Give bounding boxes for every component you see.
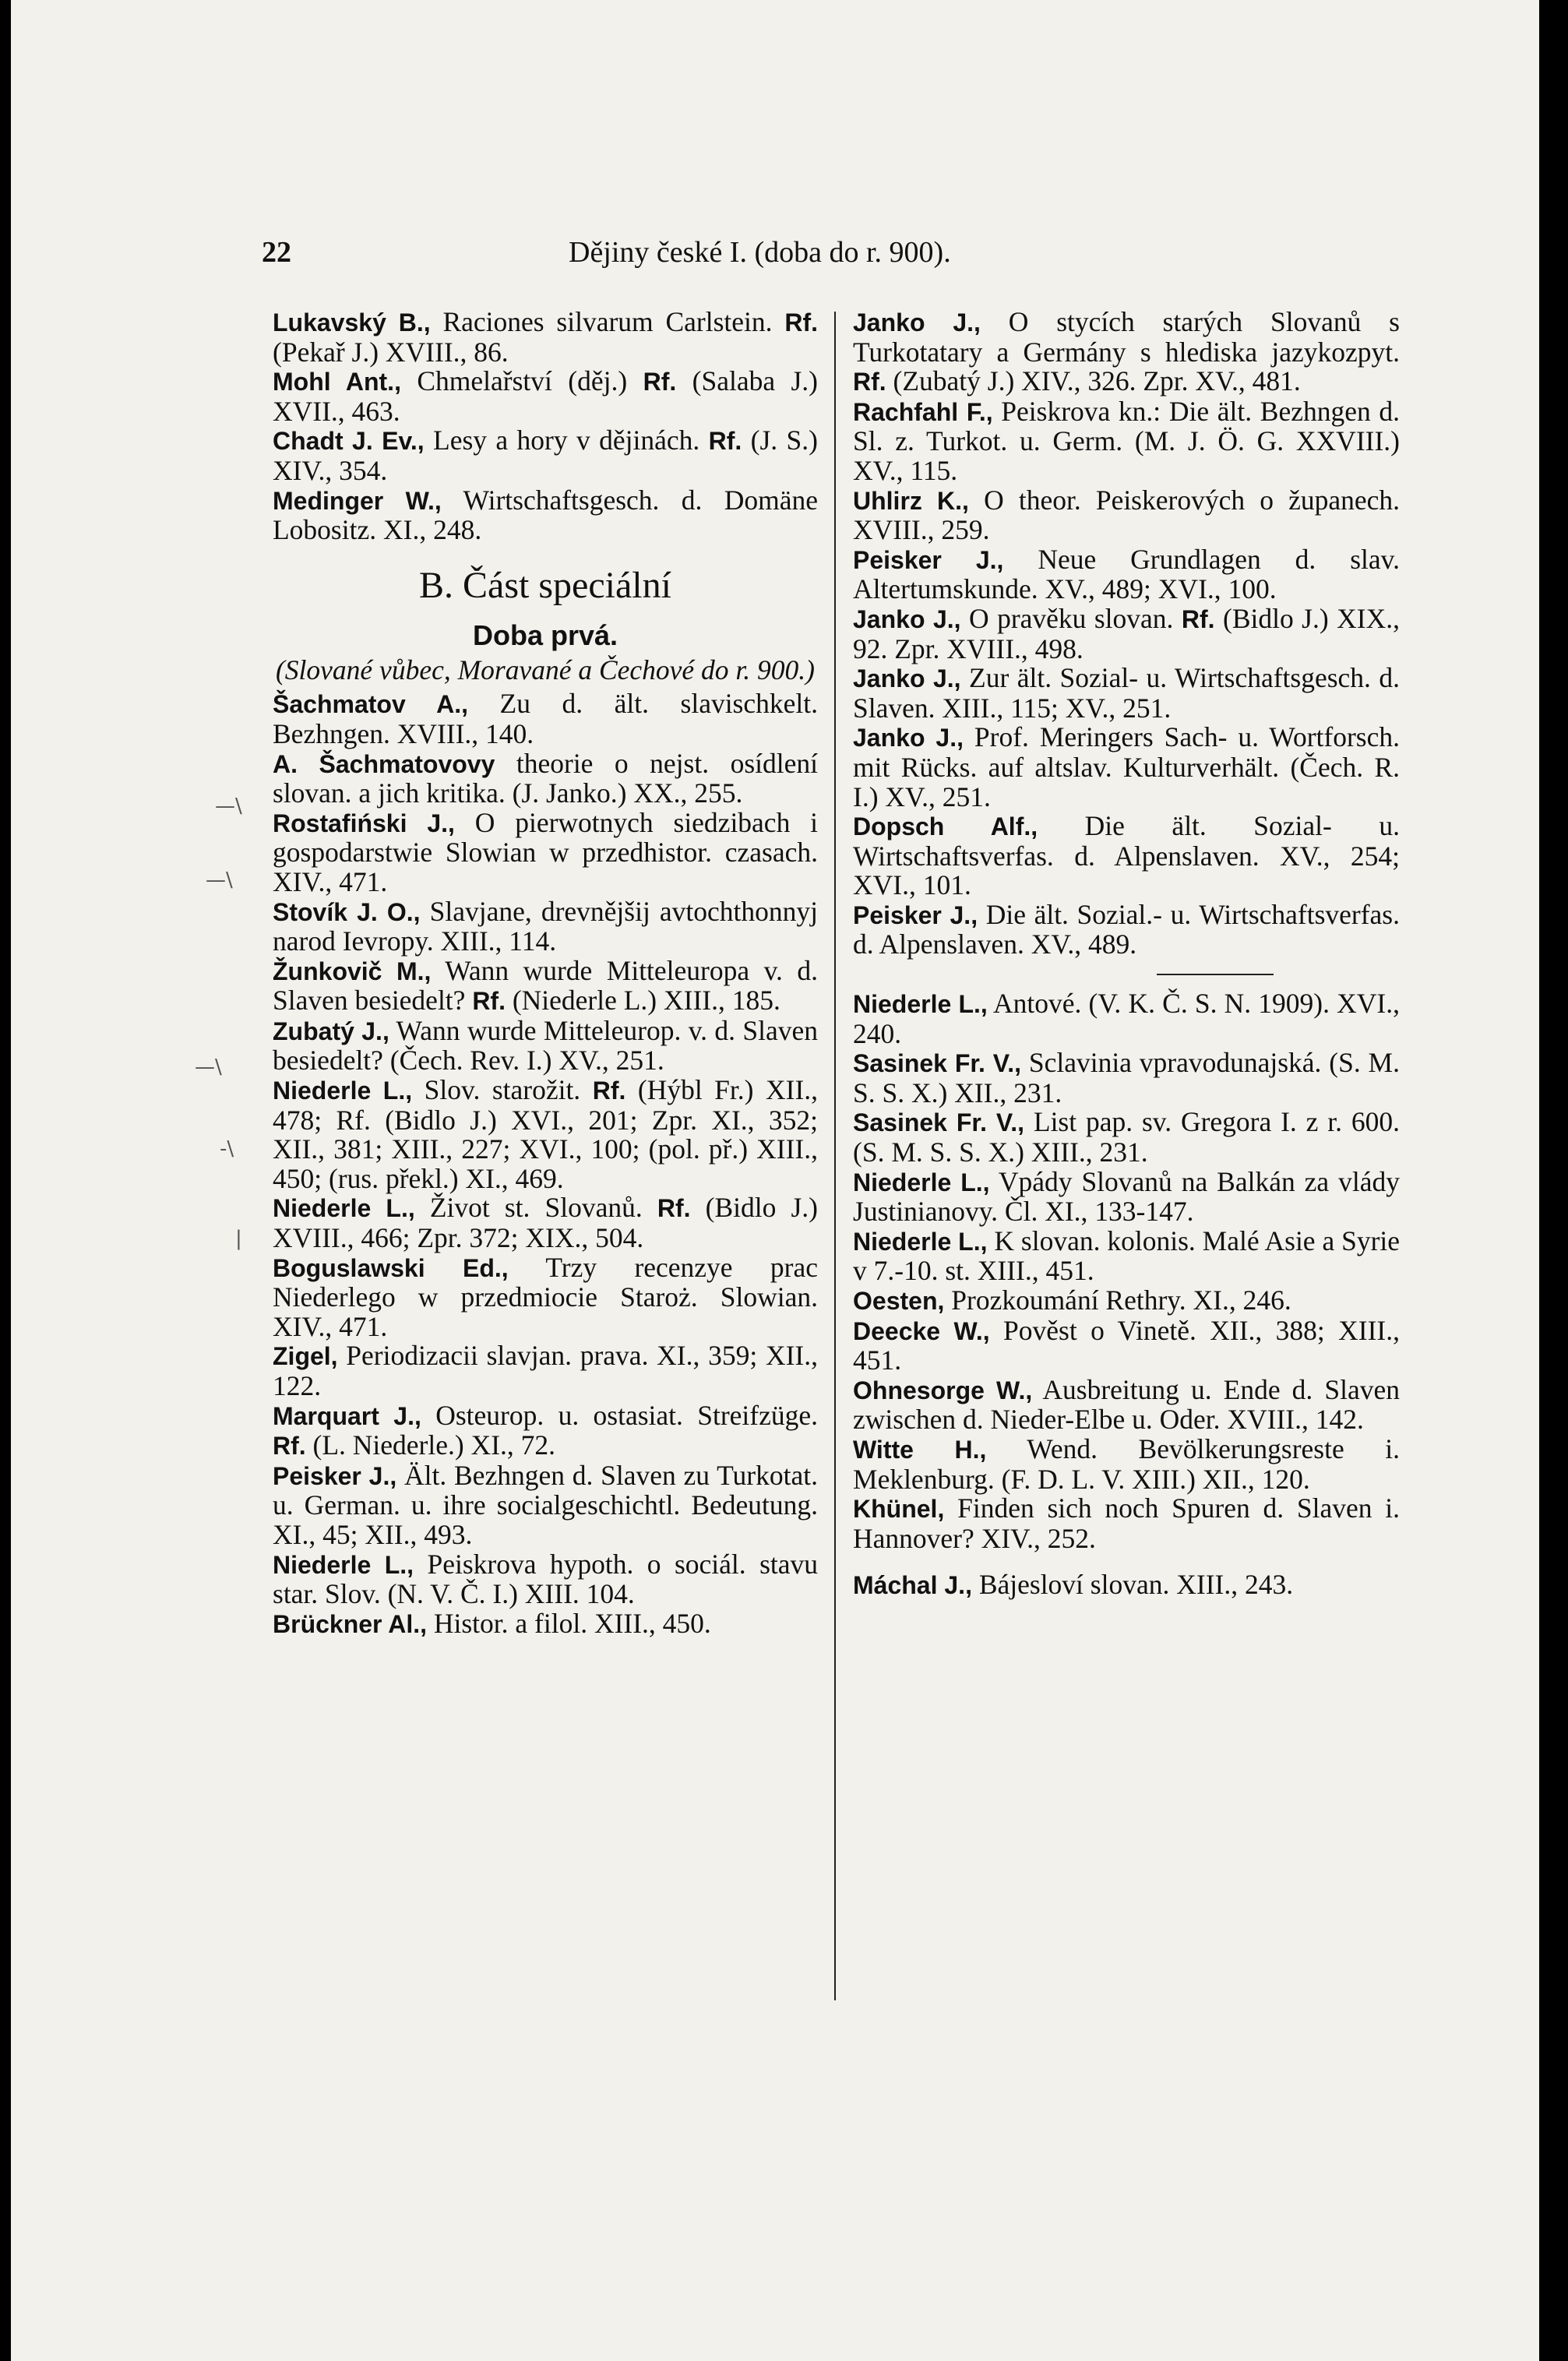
entry-author: Peisker J., — [853, 900, 978, 929]
entry-author: Niederle L., — [853, 1227, 988, 1256]
entry-text: Antové. (V. K. Č. S. N. 1909). XVI., 240. — [853, 988, 1401, 1049]
entry-author: Zubatý J., — [273, 1017, 389, 1045]
bibliography-entry — [853, 604, 1400, 664]
bibliography-entry — [853, 1494, 1400, 1553]
entry-text: Bájesloví slovan. XIII., 243. — [971, 1569, 1294, 1601]
bibliography-entry — [273, 897, 818, 957]
entry-text: Chmelařství (děj.) — [400, 365, 643, 397]
entry-text: Wann wurde Mitteleurop. v. d. Slaven besiedelt? (Čech. Rev. I.) XV., 251. — [273, 1014, 818, 1077]
entry-review-mark: Rf. — [472, 987, 506, 1016]
entry-text: Wend. Bevölkerungsreste i. Meklenburg. (F. D. L. V. XIII.) XII., 120. — [853, 1432, 1400, 1495]
bibliography-entry — [853, 723, 1400, 812]
scan-edge — [1539, 0, 1568, 2361]
left-column — [273, 308, 818, 1639]
bibliography-entry — [853, 1165, 1400, 1228]
entry-tail: (Bidlo J.) XIX., 92. Zpr. XVIII., 498. — [853, 602, 1400, 664]
entry-text: Die ält. Sozial.- u. Wirtschaftsverfas. d. Alpenslaven. XV., 489. — [853, 898, 1401, 960]
entry-tail: (Hýbl Fr.) XII., 478; Rf. (Bidlo J.) XVI., 201; Zpr. XI., 352; XII., 381; XIII., 227; XVI., 100; (pol. př.) XIII., 450; (rus. překl.) XI., 469. — [273, 1074, 819, 1194]
bibliography-entry — [273, 1461, 818, 1550]
bibliography-entry — [853, 1048, 1400, 1108]
entry-text: Neue Grundlagen d. slav. Altertumskunde. XV., 489; XVI., 100. — [853, 543, 1400, 605]
entry-text: Wann wurde Mitteleuropa v. d. Slaven besiedelt? — [273, 954, 818, 1017]
entry-review-mark: Rf. — [708, 427, 742, 456]
bibliography-entry — [273, 1550, 818, 1609]
entry-author: Niederle L., — [273, 1194, 415, 1223]
entry-author: Peisker J., — [853, 545, 1004, 574]
entry-text: Finden sich noch Spuren d. Slaven i. Hannover? XIV., 252. — [853, 1492, 1400, 1554]
entry-author: Šachmatov A., — [273, 690, 468, 719]
entry-text: O theor. Peiskerových o županech. XVIII., 259. — [853, 484, 1400, 546]
bibliography-entry — [853, 989, 1400, 1048]
entry-text: Ält. Bezhngen d. Slaven zu Turkotat. u. German. u. ihre socialgeschichtl. Bedeutung. XI., 45; XII., 493. — [273, 1459, 818, 1550]
bibliography-entry — [273, 954, 818, 1017]
entry-text: Slov. starožit. — [412, 1074, 593, 1106]
entry-text: Osteurop. u. ostasiat. Streifzüge. — [421, 1399, 819, 1431]
bibliography-entry — [273, 1341, 818, 1401]
bibliography-entry — [273, 367, 818, 426]
entry-text: Peiskrova kn.: Die ält. Bezhngen d. Sl. z. Turkot. u. Germ. (M. J. Ö. G. XXVIII.) XV., 115. — [853, 395, 1401, 486]
entry-author: Rachfahl F., — [853, 397, 993, 426]
entry-review-mark: Rf. — [643, 368, 677, 396]
entry-author: Peisker J., — [273, 1461, 397, 1490]
entry-text: Histor. a filol. XIII., 450. — [426, 1607, 711, 1639]
entry-text: Die ält. Sozial- u. Wirtschaftsverfas. d. Alpenslaven. XV., 254; XVI., 101. — [853, 810, 1401, 901]
bibliography-entry — [853, 1373, 1401, 1436]
entry-author: Niederle L., — [273, 1550, 414, 1579]
entry-text: Raciones silvarum Carlstein. — [430, 306, 785, 337]
entry-author: A. Šachmatovovy — [273, 749, 495, 778]
bibliography-entry — [273, 1076, 818, 1193]
bibliography-entry — [853, 1108, 1400, 1167]
entry-author: Rostafiński J., — [273, 809, 455, 837]
entry-tail: (Pekař J.) XVIII., 86. — [273, 336, 509, 368]
entry-tail: (Salaba J.) XVII., 463. — [273, 365, 819, 427]
entry-author: Janko J., — [853, 308, 981, 337]
entry-text: Zu d. ält. slavischkelt. Bezhngen. XVIII., 140. — [273, 688, 818, 749]
entry-author: Lukavský B., — [273, 308, 431, 337]
entry-author: Sasinek Fr. V., — [853, 1108, 1025, 1137]
running-title: Dějiny české I. (doba do r. 900). — [569, 236, 951, 269]
entry-author: Janko J., — [853, 604, 961, 633]
entry-author: Oesten, — [853, 1287, 945, 1315]
bibliography-entry — [273, 1193, 818, 1253]
right-column — [853, 308, 1400, 1601]
bibliography-entry — [273, 806, 819, 897]
entry-text: Wirtschaftsgesch. d. Domäne Lobositz. XI., 248. — [273, 484, 818, 546]
entry-review-mark: Rf. — [273, 1432, 306, 1461]
bibliography-entry — [853, 664, 1400, 723]
bibliography-entry — [273, 1401, 818, 1461]
page-number: 22 — [262, 236, 291, 269]
spacer — [853, 1553, 1400, 1570]
section-heading: B. Část speciální — [419, 564, 671, 606]
entry-review-mark: Rf. — [784, 308, 819, 337]
entry-text: Pověst o Vinetě. XII., 388; XIII., 451. — [853, 1314, 1400, 1376]
entry-text: O pravěku slovan. — [960, 602, 1182, 634]
entry-text: Lesy a hory v dějinách. — [424, 425, 709, 456]
entry-text: Ausbreitung u. Ende d. Slaven zwischen d. Nieder-Elbe u. Oder. XVIII., 142. — [853, 1373, 1401, 1436]
bibliography-entry — [273, 1014, 818, 1077]
bibliography-entry — [853, 545, 1400, 604]
entry-author: Chadt J. Ev., — [273, 427, 425, 456]
entry-review-mark: Rf. — [853, 368, 886, 396]
entry-text: List pap. sv. Gregora I. z r. 600. (S. M. S. S. X.) XIII., 231. — [853, 1106, 1400, 1168]
entry-author: Deecke W., — [853, 1316, 990, 1345]
bibliography-entry — [853, 1316, 1400, 1376]
entry-text: Vpády Slovanů na Balkán za vlády Justinianovy. Čl. XI., 133-147. — [853, 1165, 1400, 1228]
bibliography-entry — [273, 426, 818, 485]
entry-text: Sclavinia vpravodunajská. (S. M. S. S. X.) XII., 231. — [853, 1047, 1400, 1108]
entry-author: Dopsch Alf., — [853, 812, 1038, 841]
entry-author: Máchal J., — [853, 1571, 972, 1600]
entry-author: Uhlirz K., — [853, 486, 969, 515]
entry-text: Periodizacii slavjan. prava. XI., 359; XII., 122. — [273, 1340, 818, 1401]
entry-author: Medinger W., — [273, 486, 442, 515]
entry-text: Peiskrova hypoth. o sociál. stavu star. Slov. (N. V. Č. I.) XIII. 104. — [273, 1548, 819, 1610]
entry-tail: (L. Niederle.) XI., 72. — [305, 1429, 556, 1461]
entry-text: O pierwotnych siedzibach i gospodarstwie Slowian w przedhistor. czasach. XIV., 471. — [273, 806, 819, 897]
bibliography-entry — [853, 486, 1400, 545]
margin-mark: —\ — [195, 1055, 222, 1079]
bibliography-entry — [853, 1570, 1400, 1601]
entry-author: Niederle L., — [853, 990, 988, 1019]
entry-author: Stovík J. O., — [273, 897, 421, 926]
entry-text: Trzy recenzye prac Niederlego w przedmiocie Staroż. Slowian. XIV., 471. — [273, 1251, 818, 1342]
entry-author: Žunkovič M., — [273, 957, 432, 985]
bibliography-entry — [273, 1609, 818, 1640]
margin-mark: | — [235, 1227, 242, 1250]
entry-author: Khünel, — [853, 1495, 945, 1524]
bibliography-entry — [853, 900, 1400, 960]
entry-review-mark: Rf. — [592, 1077, 626, 1105]
bibliography-entry — [853, 1432, 1400, 1495]
bibliography-entry — [273, 749, 818, 809]
entry-author: Zigel, — [273, 1342, 338, 1371]
entry-text: Prozkoumání Rethry. XI., 246. — [944, 1284, 1291, 1316]
entry-author: Mohl Ant., — [273, 368, 401, 396]
entry-author: Boguslawski Ed., — [273, 1253, 509, 1282]
subheading: Doba prvá. — [472, 618, 618, 651]
entry-text: Zur ält. Sozial- u. Wirtschaftsgesch. d. Slaven. XIII., 115; XV., 251. — [853, 662, 1400, 724]
entry-review-mark: Rf. — [1181, 604, 1215, 633]
entry-tail: (J. S.) XIV., 354. — [273, 425, 818, 486]
entry-author: Janko J., — [853, 724, 964, 752]
margin-mark: —\ — [215, 795, 242, 818]
column-divider — [834, 312, 836, 2000]
bibliography-entry — [273, 689, 818, 749]
bibliography-entry — [273, 486, 818, 545]
entry-author: Niederle L., — [273, 1077, 413, 1105]
bibliography-entry — [853, 812, 1400, 900]
bibliography-entry — [853, 397, 1400, 486]
margin-mark: —\ — [206, 869, 233, 892]
entry-tail: (Bidlo J.) XVIII., 466; Zpr. 372; XIX., 504. — [273, 1192, 818, 1254]
bibliography-entry — [853, 1227, 1400, 1286]
entry-tail: (Niederle L.) XIII., 185. — [505, 985, 780, 1017]
bibliography-entry — [853, 308, 1400, 397]
bibliography-entry — [853, 1286, 1400, 1316]
margin-mark: -\ — [220, 1137, 234, 1161]
entry-text: Život st. Slovanů. — [414, 1192, 657, 1224]
entry-author: Witte H., — [853, 1435, 987, 1464]
entry-author: Sasinek Fr. V., — [853, 1049, 1021, 1078]
entry-text: K slovan. kolonis. Malé Asie a Syrie v 7.-10. st. XIII., 451. — [853, 1225, 1401, 1287]
entry-text: Prof. Meringers Sach- u. Wortforsch. mit Rücks. auf altslav. Kulturverhält. (Čech. R. I.) XV., 251. — [853, 721, 1400, 812]
entry-author: Brückner Al., — [273, 1609, 427, 1638]
entry-text: Slavjane, drevnějšij avtochthonnyj narod Ievropy. XIII., 114. — [273, 895, 818, 957]
bibliography-entry — [273, 308, 818, 367]
entry-text: O stycích starých Slovanů s Turkotatary a Germány s hlediska jazykozpyt. — [853, 306, 1400, 368]
entry-text: theorie o nejst. osídlení slovan. a jich kritika. (J. Janko.) XX., 255. — [273, 747, 818, 809]
entry-author: Marquart J., — [273, 1401, 421, 1430]
entry-author: Ohnesorge W., — [853, 1376, 1033, 1404]
entry-review-mark: Rf. — [657, 1194, 691, 1223]
short-rule — [1157, 974, 1274, 975]
scanned-page — [11, 0, 1539, 2361]
entry-tail: (Zubatý J.) XIV., 326. Zpr. XV., 481. — [886, 365, 1301, 397]
subheading-note: (Slované vůbec, Moravané a Čechové do r. 900.) — [275, 654, 816, 685]
bibliography-entry — [273, 1253, 818, 1342]
entry-author: Janko J., — [853, 664, 961, 693]
entry-author: Niederle L., — [853, 1168, 990, 1196]
